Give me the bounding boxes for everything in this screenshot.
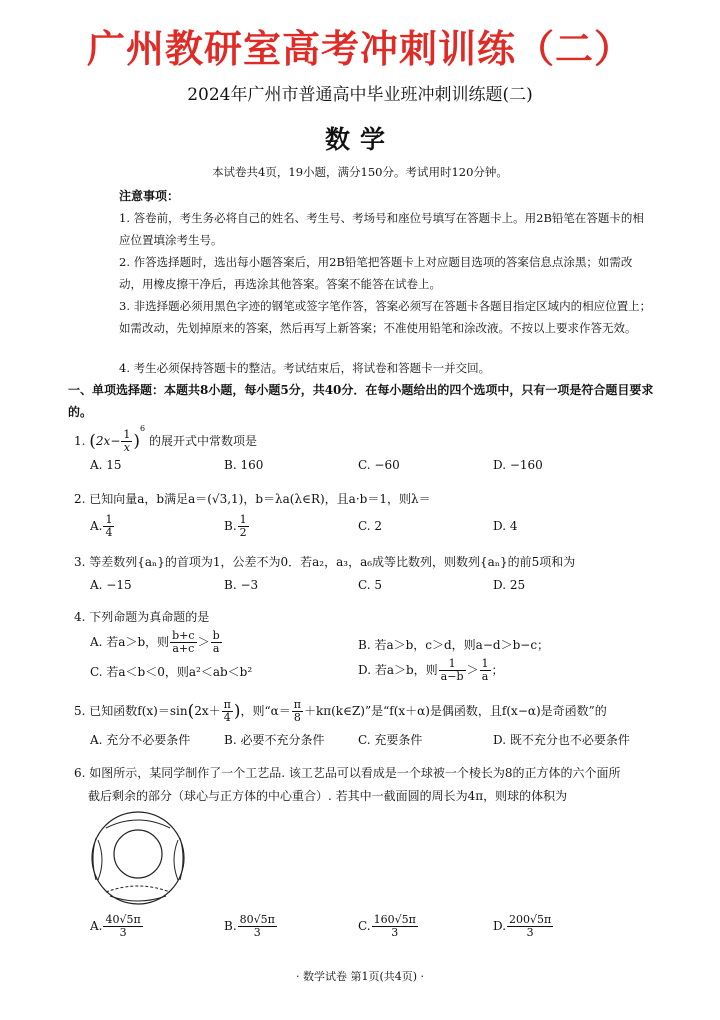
q1-option-b: B. 160: [224, 458, 264, 472]
q4-option-c: C. 若a＜b＜0，则a²＜ab＜b²: [90, 665, 253, 679]
notes-title: 注意事项：: [119, 189, 180, 203]
q3-option-c: C. 5: [358, 578, 383, 592]
q1-option-c: C. −60: [358, 458, 400, 472]
q5-option-d: D. 既不充分也不必要条件: [493, 733, 630, 747]
q2-option-c: C. 2: [358, 519, 383, 533]
note-item-4: 4. 考生必须保持答题卡的整洁。考试结束后，将试卷和答题卡一并交回。: [119, 361, 491, 375]
q5-option-b: B. 必要不充分条件: [224, 733, 325, 747]
q6-option-c: C. $\frac{160√5\pi}{3}$: [358, 913, 416, 939]
banner-title: 广州教研室高考冲刺训练（二）: [86, 27, 633, 71]
q5-option-a: A. 充分不必要条件: [90, 733, 191, 747]
q1-tail: 的展开式中常数项是: [148, 434, 257, 448]
note-item-1: 1. 答卷前，考生务必将自己的姓名、考生号、考场号和座位号填写在答题卡上。用2B铅笔在答题卡的相应位置填涂考生号。: [119, 211, 644, 247]
question-3: 3. 等差数列{aₙ}的首项为1，公差不为0．若a₂，a₃，a₆成等比数列，则数列{aₙ}的前5项和为: [74, 555, 576, 569]
q6-option-a: A. $\frac{40√5\pi}{3}$: [90, 913, 141, 939]
exam-info: 本试卷共4页，19小题，满分150分。考试用时120分钟。: [212, 165, 508, 179]
section-heading: 一、单项选择题：本题共8小题，每小题5分，共40分．在每小题给出的四个选项中，只有一项是符合题目要求的。: [68, 383, 654, 419]
q3-option-a: A. −15: [90, 578, 132, 592]
question-6-line-2: 截后剩余的部分（球心与正方体的中心重合）. 若其中一截面圆的周长为4π，则球的体积为: [88, 789, 568, 803]
question-2: 2. 已知向量a，b满足a＝(√3,1)，b＝λa(λ∈R)，且a·b＝1，则λ＝: [74, 492, 431, 506]
q6-option-b: B. $\frac{80√5\pi}{3}$: [224, 913, 275, 939]
note-item-2: 2. 作答选择题时，选出每小题答案后，用2B铅笔把答题卡上对应题目选项的答案信息点涂黑；如需改动，用橡皮擦干净后，再选涂其他答案。答案不能答在试卷上。: [119, 255, 633, 291]
question-4: 4. 下列命题为真命题的是: [74, 610, 210, 624]
q5-option-c: C. 充要条件: [358, 733, 423, 747]
q1-number: 1.: [74, 434, 86, 448]
page-footer: · 数学试卷 第1页(共4页) ·: [295, 970, 425, 983]
q6-figure: [88, 808, 188, 908]
q6-option-d: D. $\frac{200√5\pi}{3}$: [493, 913, 552, 939]
q4-option-d: D. 若a＞b，则 $\frac{1}{a-b}$ ＞ $\frac{1}{a}$ ；: [358, 657, 504, 683]
question-6-line-1: 6. 如图所示，某同学制作了一个工艺品. 该工艺品可以看成是一个球被一个棱长为8的正方体的六个面所: [74, 766, 621, 780]
q2-option-d: D. 4: [493, 519, 518, 533]
q1-option-a: A. 15: [90, 458, 122, 472]
exam-subtitle: 2024年广州市普通高中毕业班冲刺训练题(二): [187, 85, 533, 105]
q4-option-a: A. 若a＞b，则 $\frac{b+c}{a+c}$ ＞ $\frac{b}{a}$: [90, 629, 220, 655]
q1-option-d: D. −160: [493, 458, 543, 472]
q3-option-d: D. 25: [493, 578, 526, 592]
note-item-3: 3. 非选择题必须用黑色字迹的钢笔或签字笔作答，答案必须写在答题卡各题目指定区域内的相应位置上；如需改动，先划掉原来的答案，然后再写上新答案；不准使用铅笔和涂改液。不按以上要求作答无效。: [119, 299, 652, 335]
q2-option-b: B. $\frac{1}{2}$: [224, 513, 247, 539]
subject-title: 数学: [324, 125, 395, 154]
q3-option-b: B. −3: [224, 578, 259, 592]
question-5: 5. 已知函数f(x)＝sin(2x＋ $\frac{\pi}{4}$ )，则“α＝ $\frac{\pi}{8}$ ＋kπ(k∈Z)”是“f(x＋α)是偶函数，且f(x−α)是奇函数”的: [74, 698, 607, 724]
question-1: 1. (2x− $\frac{1}{x}$ )$^6$ 的展开式中常数项是: [74, 424, 257, 454]
q1-fraction: $\frac{1}{x}$: [123, 428, 131, 454]
q2-option-a: A. $\frac{1}{4}$: [90, 513, 113, 539]
q4-option-b: B. 若a＞b，c＞d，则a−d＞b−c；: [358, 638, 550, 652]
